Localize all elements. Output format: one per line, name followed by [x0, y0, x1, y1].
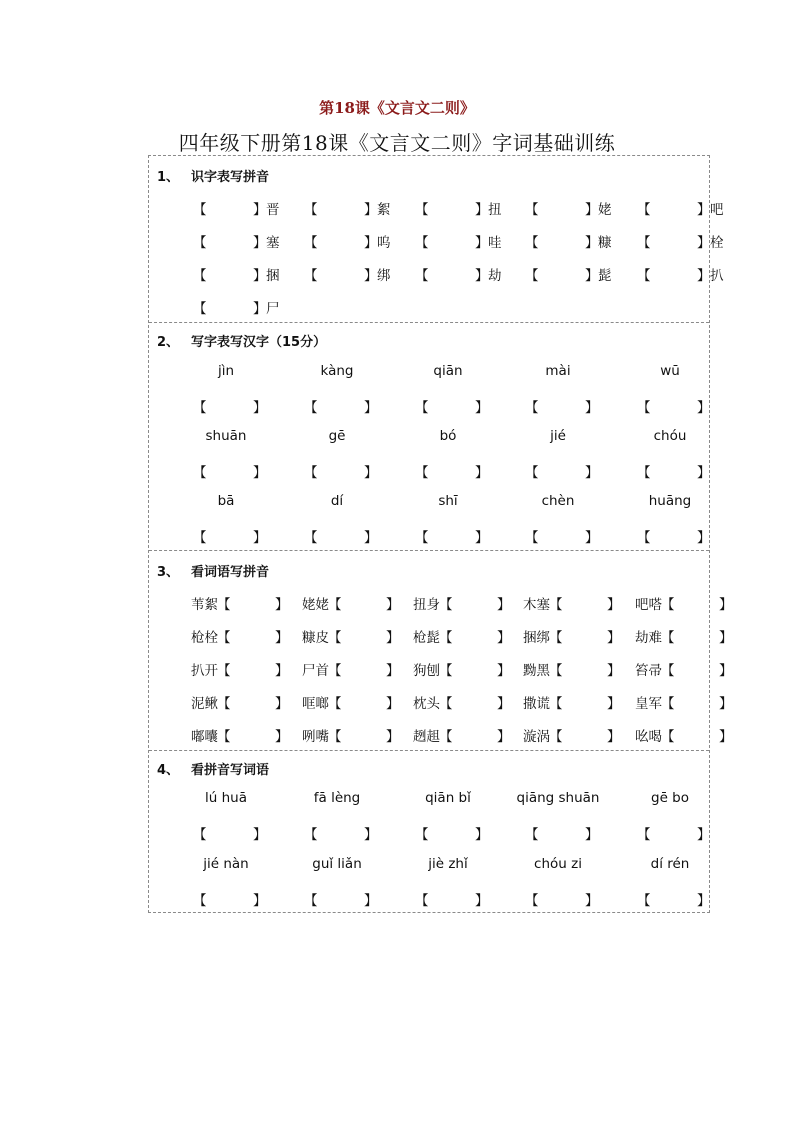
answer-bracket-open: 【 [549, 696, 563, 712]
section-4-heading [157, 759, 269, 778]
section-2-heading [157, 331, 326, 350]
answer-bracket-close: 】 [607, 597, 621, 613]
answer-bracket-open: 【 [304, 400, 318, 416]
answer-bracket-open: 【 [217, 663, 231, 679]
answer-bracket-open: 【 [637, 235, 651, 251]
vocab-word: 吆喝 [635, 729, 662, 745]
section-title: 看拼音写词语 [191, 763, 270, 778]
answer-bracket-close: 】 [497, 663, 511, 679]
vocab-word: 狗刨 [413, 663, 440, 679]
vocab-word: 黝黑 [523, 663, 550, 679]
answer-bracket-open: 【 [328, 630, 342, 646]
answer-bracket-open: 【 [193, 268, 207, 284]
answer-bracket-open: 【 [439, 663, 453, 679]
pinyin-prompt: gē bo [651, 790, 689, 806]
vocab-word: 皇军 [635, 696, 662, 712]
vocab-word: 姥姥 [302, 597, 329, 613]
answer-bracket-open: 【 [661, 597, 675, 613]
answer-bracket-close: 】 [364, 235, 378, 251]
pinyin-prompt: jiè zhǐ [428, 856, 468, 872]
answer-bracket-close: 】 [719, 597, 733, 613]
answer-bracket-open: 【 [525, 530, 539, 546]
pinyin-prompt: dí [330, 493, 344, 509]
answer-bracket-open: 【 [525, 235, 539, 251]
answer-bracket-close: 】 [386, 729, 400, 745]
pinyin-prompt: shuān [205, 428, 247, 444]
pinyin-prompt: gē [328, 428, 346, 444]
answer-bracket-open: 【 [637, 893, 651, 909]
answer-bracket-close: 】 [497, 696, 511, 712]
pinyin-prompt: huāng [648, 493, 692, 509]
answer-bracket-open: 【 [304, 893, 318, 909]
answer-bracket-close: 】 [475, 400, 489, 416]
answer-bracket-open: 【 [415, 400, 429, 416]
target-character: 尸 [266, 301, 280, 317]
answer-bracket-open: 【 [525, 400, 539, 416]
pinyin-prompt: chóu [653, 428, 687, 444]
answer-bracket-open: 【 [328, 663, 342, 679]
answer-bracket-close: 】 [607, 729, 621, 745]
answer-bracket-close: 】 [364, 400, 378, 416]
lesson-title: 第18课《文言文二则》 [319, 99, 475, 117]
answer-bracket-close: 】 [386, 630, 400, 646]
vocab-word: 枪髭 [413, 630, 440, 646]
vocab-word: 捆绑 [523, 630, 550, 646]
worksheet-title: 四年级下册第18课《文言文二则》字词基础训练 [178, 131, 616, 155]
vocab-word: 糠皮 [302, 630, 329, 646]
answer-bracket-open: 【 [439, 729, 453, 745]
answer-bracket-close: 】 [275, 696, 289, 712]
answer-bracket-close: 】 [475, 202, 489, 218]
vocab-word: 漩涡 [523, 729, 550, 745]
answer-bracket-close: 】 [253, 530, 267, 546]
pinyin-prompt: chèn [541, 493, 575, 509]
pinyin-prompt: jié nàn [203, 856, 249, 872]
answer-bracket-open: 【 [193, 465, 207, 481]
answer-bracket-close: 】 [697, 268, 711, 284]
answer-bracket-open: 【 [415, 268, 429, 284]
vocab-word: 劫难 [635, 630, 662, 646]
vocab-word: 扒开 [191, 663, 218, 679]
vocab-word: 嘟囔 [191, 729, 218, 745]
answer-bracket-close: 】 [275, 597, 289, 613]
pinyin-prompt: bā [217, 493, 235, 509]
answer-bracket-close: 】 [719, 696, 733, 712]
answer-bracket-open: 【 [193, 202, 207, 218]
answer-bracket-open: 【 [637, 827, 651, 843]
answer-bracket-close: 】 [585, 268, 599, 284]
section-1-heading [157, 166, 269, 185]
answer-bracket-close: 】 [475, 530, 489, 546]
section-title: 看词语写拼音 [191, 565, 270, 580]
section-divider [149, 550, 709, 551]
target-character: 糠 [598, 235, 612, 251]
answer-bracket-close: 】 [497, 630, 511, 646]
answer-bracket-open: 【 [661, 630, 675, 646]
answer-bracket-open: 【 [661, 729, 675, 745]
answer-bracket-open: 【 [637, 268, 651, 284]
answer-bracket-open: 【 [217, 597, 231, 613]
pinyin-prompt: jié [550, 428, 566, 444]
vocab-word: 枕头 [413, 696, 440, 712]
pinyin-prompt: dí rén [650, 856, 690, 872]
worksheet-frame [148, 155, 733, 913]
answer-bracket-close: 】 [719, 663, 733, 679]
answer-bracket-close: 】 [697, 530, 711, 546]
section-number: 4、 [157, 763, 180, 778]
answer-bracket-close: 】 [386, 663, 400, 679]
answer-bracket-open: 【 [661, 663, 675, 679]
answer-bracket-close: 】 [585, 530, 599, 546]
answer-bracket-open: 【 [415, 530, 429, 546]
vocab-word: 尸首 [302, 663, 329, 679]
section-divider [149, 322, 709, 323]
answer-bracket-close: 】 [253, 400, 267, 416]
answer-bracket-open: 【 [439, 696, 453, 712]
answer-bracket-open: 【 [193, 827, 207, 843]
answer-bracket-open: 【 [328, 729, 342, 745]
pinyin-prompt: mài [545, 363, 571, 379]
answer-bracket-close: 】 [607, 696, 621, 712]
pinyin-prompt: guǐ liǎn [312, 856, 362, 872]
target-character: 扭 [488, 202, 502, 218]
answer-bracket-close: 】 [585, 893, 599, 909]
answer-bracket-open: 【 [549, 630, 563, 646]
target-character: 栓 [710, 235, 724, 251]
answer-bracket-close: 】 [697, 235, 711, 251]
answer-bracket-close: 】 [364, 465, 378, 481]
answer-bracket-open: 【 [193, 235, 207, 251]
answer-bracket-open: 【 [549, 729, 563, 745]
answer-bracket-open: 【 [304, 827, 318, 843]
answer-bracket-open: 【 [549, 663, 563, 679]
answer-bracket-close: 】 [475, 465, 489, 481]
answer-bracket-open: 【 [328, 696, 342, 712]
section-number: 1、 [157, 170, 180, 185]
answer-bracket-open: 【 [525, 268, 539, 284]
answer-bracket-open: 【 [415, 465, 429, 481]
answer-bracket-close: 】 [275, 663, 289, 679]
answer-bracket-close: 】 [497, 597, 511, 613]
target-character: 晋 [266, 202, 280, 218]
vocab-word: 趔趄 [413, 729, 440, 745]
answer-bracket-close: 】 [253, 202, 267, 218]
answer-bracket-close: 】 [475, 268, 489, 284]
pinyin-prompt: qiān bǐ [425, 790, 471, 806]
answer-bracket-open: 【 [304, 530, 318, 546]
target-character: 劫 [488, 268, 502, 284]
vocab-word: 笞帚 [635, 663, 662, 679]
answer-bracket-close: 】 [585, 235, 599, 251]
target-character: 扒 [710, 268, 724, 284]
target-character: 哇 [488, 235, 502, 251]
target-character: 呜 [377, 235, 391, 251]
answer-bracket-close: 】 [275, 729, 289, 745]
target-character: 绑 [377, 268, 391, 284]
answer-bracket-open: 【 [415, 202, 429, 218]
vocab-word: 枪栓 [191, 630, 218, 646]
answer-bracket-close: 】 [253, 235, 267, 251]
answer-bracket-open: 【 [525, 827, 539, 843]
answer-bracket-close: 】 [475, 893, 489, 909]
answer-bracket-open: 【 [637, 465, 651, 481]
answer-bracket-open: 【 [661, 696, 675, 712]
answer-bracket-open: 【 [415, 893, 429, 909]
pinyin-prompt: lú huā [205, 790, 247, 806]
answer-bracket-close: 】 [585, 202, 599, 218]
vocab-word: 扭身 [413, 597, 440, 613]
pinyin-prompt: jìn [217, 363, 235, 379]
answer-bracket-open: 【 [304, 465, 318, 481]
answer-bracket-open: 【 [637, 400, 651, 416]
answer-bracket-open: 【 [193, 301, 207, 317]
answer-bracket-open: 【 [193, 893, 207, 909]
answer-bracket-close: 】 [697, 827, 711, 843]
answer-bracket-close: 】 [697, 202, 711, 218]
vocab-word: 哐啷 [302, 696, 329, 712]
vocab-word: 咧嘴 [302, 729, 329, 745]
answer-bracket-close: 】 [364, 530, 378, 546]
answer-bracket-open: 【 [525, 893, 539, 909]
target-character: 髭 [598, 268, 612, 284]
pinyin-prompt: chóu zi [534, 856, 582, 872]
section-3-heading [157, 561, 269, 580]
pinyin-prompt: fā lèng [313, 790, 361, 806]
answer-bracket-close: 】 [719, 729, 733, 745]
target-character: 塞 [266, 235, 280, 251]
target-character: 吧 [710, 202, 724, 218]
answer-bracket-close: 】 [253, 465, 267, 481]
section-number: 2、 [157, 335, 180, 350]
answer-bracket-open: 【 [637, 202, 651, 218]
section-title: 写字表写汉字（15分） [191, 335, 327, 350]
answer-bracket-open: 【 [193, 400, 207, 416]
answer-bracket-close: 】 [697, 400, 711, 416]
target-character: 捆 [266, 268, 280, 284]
vocab-word: 吧嗒 [635, 597, 662, 613]
answer-bracket-close: 】 [364, 827, 378, 843]
answer-bracket-open: 【 [304, 268, 318, 284]
answer-bracket-open: 【 [439, 597, 453, 613]
answer-bracket-open: 【 [328, 597, 342, 613]
answer-bracket-open: 【 [217, 696, 231, 712]
answer-bracket-close: 】 [364, 268, 378, 284]
answer-bracket-close: 】 [585, 827, 599, 843]
answer-bracket-open: 【 [217, 630, 231, 646]
answer-bracket-close: 】 [253, 893, 267, 909]
pinyin-prompt: shī [438, 493, 458, 509]
answer-bracket-open: 【 [525, 465, 539, 481]
answer-bracket-close: 】 [364, 202, 378, 218]
target-character: 姥 [598, 202, 612, 218]
answer-bracket-close: 】 [253, 827, 267, 843]
vocab-word: 撒谎 [523, 696, 550, 712]
answer-bracket-close: 】 [253, 268, 267, 284]
section-divider [149, 750, 709, 751]
answer-bracket-close: 】 [497, 729, 511, 745]
answer-bracket-open: 【 [304, 235, 318, 251]
vocab-word: 木塞 [523, 597, 550, 613]
answer-bracket-close: 】 [607, 630, 621, 646]
answer-bracket-close: 】 [475, 827, 489, 843]
answer-bracket-close: 】 [719, 630, 733, 646]
answer-bracket-open: 【 [439, 630, 453, 646]
answer-bracket-close: 】 [364, 893, 378, 909]
answer-bracket-close: 】 [697, 893, 711, 909]
vocab-word: 苇絮 [191, 597, 218, 613]
answer-bracket-open: 【 [525, 202, 539, 218]
pinyin-prompt: qiān [433, 363, 463, 379]
section-number: 3、 [157, 565, 180, 580]
answer-bracket-open: 【 [217, 729, 231, 745]
answer-bracket-close: 】 [607, 663, 621, 679]
pinyin-prompt: bó [439, 428, 457, 444]
answer-bracket-close: 】 [585, 400, 599, 416]
target-character: 絮 [377, 202, 391, 218]
answer-bracket-close: 】 [253, 301, 267, 317]
vocab-word: 泥鳅 [191, 696, 218, 712]
answer-bracket-open: 【 [193, 530, 207, 546]
pinyin-prompt: wū [660, 363, 680, 379]
answer-bracket-open: 【 [415, 235, 429, 251]
answer-bracket-close: 】 [475, 235, 489, 251]
answer-bracket-open: 【 [304, 202, 318, 218]
answer-bracket-close: 】 [697, 465, 711, 481]
answer-bracket-close: 】 [386, 696, 400, 712]
pinyin-prompt: kàng [320, 363, 354, 379]
pinyin-prompt: qiāng shuān [516, 790, 600, 806]
answer-bracket-close: 】 [386, 597, 400, 613]
answer-bracket-close: 】 [275, 630, 289, 646]
answer-bracket-open: 【 [415, 827, 429, 843]
answer-bracket-close: 】 [585, 465, 599, 481]
answer-bracket-open: 【 [549, 597, 563, 613]
answer-bracket-open: 【 [637, 530, 651, 546]
section-title: 识字表写拼音 [191, 170, 270, 185]
